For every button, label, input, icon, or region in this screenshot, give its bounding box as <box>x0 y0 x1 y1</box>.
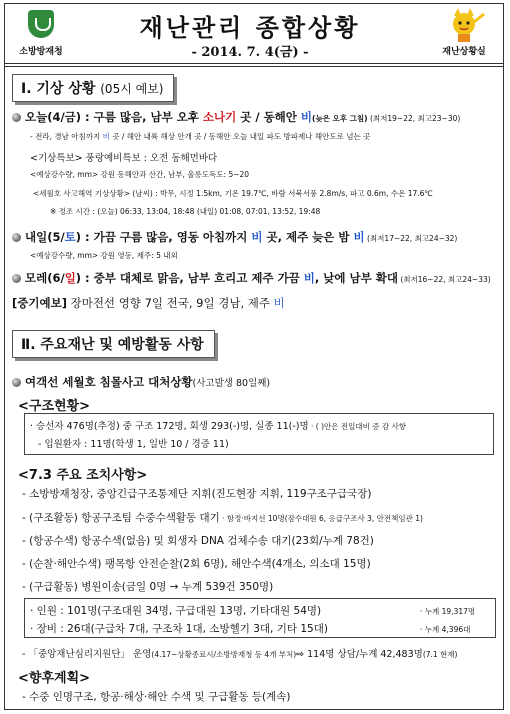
situation-room-logo <box>428 8 500 60</box>
midterm-label: [중기예보] <box>12 296 67 310</box>
special-report: <기상특보> 풍랑예비특보 : 오전 동해먼바다 <box>30 153 218 164</box>
measures-heading: <7.3 주요 조치사항> <box>18 468 148 483</box>
bullet-icon <box>12 378 21 387</box>
measure-item-1: - 소방방재청장, 중앙긴급구조통제단 지휘(진도현장 지휘, 119구조구급국장) <box>22 488 372 500</box>
resources-equipment-total: · 누계 4,396대 <box>420 625 471 634</box>
shield-icon <box>28 10 54 38</box>
psych-support-line <box>22 646 457 660</box>
right-org-label: 재난상황실 <box>442 47 486 57</box>
measure-item-2-text: - (구조활동) 항공구조팀 수중수색활동 대기 <box>22 512 220 524</box>
tomorrow-text2: 곳, 제주 늦은 밤 <box>262 230 354 244</box>
bullet-icon <box>12 274 21 283</box>
tomorrow-rain: 비 <box>251 230 263 244</box>
tomorrow-label: 내일(5/ <box>25 230 65 244</box>
support-line-a: - 「중앙재난심리지원단」 운영 <box>22 649 152 660</box>
tomorrow-temps: (최저17~22, 최고24~32) <box>364 234 458 243</box>
dayafter-text1: 중부 대체로 맑음, 남부 흐리고 제주 가끔 <box>89 271 304 285</box>
header-divider-2 <box>4 66 504 67</box>
today-label: 오늘(4/금) : <box>25 110 90 124</box>
page-title: 재난관리 종합상황 <box>139 13 361 42</box>
support-line-b: (4.17~상황종료시/소방방재청 등 4개 부처) <box>151 650 297 659</box>
measure-item-5: - (구급활동) 병원이송(금일 0명 → 누계 539건 350명) <box>22 581 274 593</box>
today-rain: 비 <box>300 110 313 124</box>
left-org-label: 소방방재청 <box>19 47 63 57</box>
today-text1: 구름 많음, 남부 오후 <box>89 110 203 124</box>
dayafter-label: 모레(6/ <box>25 271 65 285</box>
today-shower: 소나기 <box>202 110 237 124</box>
today-note <box>30 131 370 142</box>
header-divider <box>4 63 504 64</box>
incident-title-text: 여객선 세월호 침몰사고 대처상황 <box>25 375 193 389</box>
bullet-icon <box>12 233 21 242</box>
tomorrow-label-end: ) : <box>75 230 90 244</box>
rescue-heading: <구조현황> <box>18 399 91 414</box>
incident-note: (사고발생 80일째) <box>192 378 271 389</box>
midterm-text: 장마전선 영향 7일 전국, 9일 경남, 제주 <box>66 296 274 310</box>
midterm-forecast <box>12 295 285 311</box>
tomorrow-rain-amount: <예상강수량, mm> 강원 영동, 제주: 5 내외 <box>30 251 178 260</box>
today-text2: 곳 / 동해안 <box>236 110 301 124</box>
rescue-line2: - 입원환자 : 11명(학생 1, 일반 10 / 경증 11) <box>38 439 229 450</box>
future-line: - 수중 인명구조, 항공·해상·해안 수색 및 구급활동 등(계속) <box>22 691 291 703</box>
dayafter-temps: (최저16~22, 최고24~33) <box>397 275 491 284</box>
resources-personnel-total: · 누계 19,317명 <box>420 607 476 616</box>
dayafter-rain: 비 <box>303 271 315 285</box>
measure-item-3: - (항공수색) 항공수색(없음) 및 회생자 DNA 검체수송 대기(23회/누계 78건) <box>22 535 374 547</box>
tomorrow-day: 토 <box>64 230 76 244</box>
today-note-a: - 전라, 경남 아침까지 <box>30 132 103 141</box>
incident-title <box>12 374 270 390</box>
measure-item-2-note: · 함정·바지선 10명(잠수대원 6, 응급구조사 3, 안전책임관 1) <box>219 514 423 523</box>
rescue-line1-note: · ( )안은 전일대비 증 감 사항 <box>308 422 407 431</box>
tomorrow-forecast <box>12 229 457 245</box>
mascot-icon <box>428 8 500 44</box>
dayafter-label-end: ) : <box>75 271 90 285</box>
forecast-rain: <예상강수량, mm> 강원 동해안과 산간, 남부, 울릉도독도: 5~20 <box>30 170 250 179</box>
arrow-icon: ⇨ <box>296 649 305 660</box>
dayafter-forecast <box>12 270 491 286</box>
rescue-line1-text: · 승선자 476명(추정) 중 구조 172명, 회생 293(-)명, 실종 11(-)명 <box>30 421 309 432</box>
resources-personnel: · 인원 : 101명(구조대원 34명, 구급대원 13명, 기타대원 54명) <box>30 605 322 617</box>
today-note-b: 곳 / 해안 내륙 해상 안개 곳 / 동해안 오늘 내일 파도 방파제나 해안도로 넘는 곳 <box>109 132 371 141</box>
support-line-d: (7.1 현재) <box>422 650 458 659</box>
disaster-section-heading: Ⅱ. 주요재난 및 예방활동 사항 <box>12 330 215 358</box>
support-line-c: 114명 상담/누계 42,483명 <box>304 649 423 660</box>
today-forecast <box>12 109 460 125</box>
weather-heading-text: Ⅰ. 기상 상황 <box>21 81 96 97</box>
today-temps: (최저19~22, 최고23~30) <box>367 114 461 123</box>
bullet-icon <box>12 113 21 122</box>
tide-times: ※ 정조 시간 : (오늘) 06:33, 13:04, 18:48 (내일) 01:08, 07:01, 13:52, 19:48 <box>50 207 321 216</box>
report-date: - 2014. 7. 4(금) - <box>191 45 309 60</box>
resources-equipment: · 장비 : 26대(구급차 7대, 구조차 1대, 소방헬기 3대, 기타 15대) <box>30 623 328 635</box>
midterm-rain: 비 <box>273 296 285 310</box>
today-text3: (늦은 오후 그침) <box>312 114 368 123</box>
dayafter-text2: , 낮에 남부 확대 <box>314 271 398 285</box>
measure-item-2 <box>22 510 423 525</box>
measure-item-4: - (순찰·해안수색) 팽목항 안전순찰(2회 6명), 해안수색(4개소, 의소대 15명) <box>22 558 371 570</box>
weather-heading-note: (05시 예보) <box>100 82 164 96</box>
future-heading: <향후계획> <box>18 671 91 686</box>
tomorrow-rain2: 비 <box>353 230 365 244</box>
weather-section-heading <box>12 74 174 102</box>
nema-logo <box>10 8 72 60</box>
sewol-weather: <세월호 사고해역 기상상황> (날씨) : 박무, 시정 1.5km, 기온 19.7℃, 바람 서북서풍 2.8m/s, 파고 0.6m, 수온 17.6℃ <box>33 189 433 198</box>
tomorrow-text1: 가끔 구름 많음, 영동 아침까지 <box>89 230 252 244</box>
dayafter-day: 일 <box>64 271 76 285</box>
today-note-rain: 비 <box>102 132 110 141</box>
rescue-line1 <box>30 418 406 432</box>
